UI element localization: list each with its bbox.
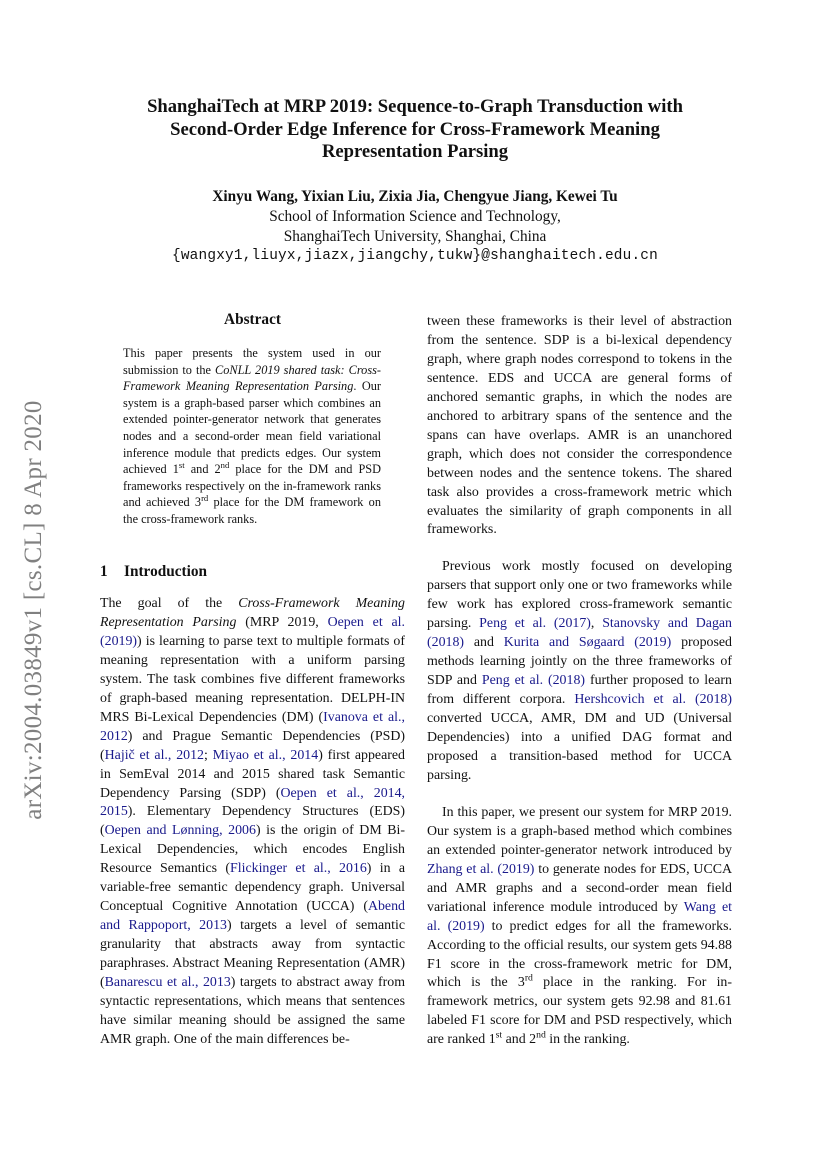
- arxiv-id: arXiv:2004.03849v1 [cs.CL] 8 Apr 2020: [20, 400, 47, 820]
- section-title: Introduction: [124, 563, 208, 580]
- text: proposed methods learning jointly on the three frameworks of SDP and: [427, 635, 732, 689]
- citation-link[interactable]: Stanovsky and Dagan (2018): [427, 616, 732, 651]
- abstract-heading: Abstract: [224, 311, 281, 328]
- citation-link[interactable]: Oepen et al. (2019): [100, 614, 405, 649]
- title-line-2: Second-Order Edge Inference for Cross-Framework Meaning: [170, 118, 660, 140]
- abstract-text: and 2: [184, 462, 221, 477]
- task-name: Cross-Framework Meaning Representation Parsing: [100, 596, 405, 630]
- text: ). Elementary Dependency Structures (EDS) (: [100, 804, 405, 839]
- paragraph-our-system: [427, 804, 732, 1050]
- abstract-body: [123, 345, 381, 528]
- text: converted UCCA, AMR, DM and UD (Universal Dependencies) into a unified DAG format and proposed a transition-based method for UCCA parsing.: [427, 711, 732, 783]
- section-heading-introduction: [100, 563, 207, 581]
- author-emails: {wangxy1,liuyx,jiazx,jiangchy,tukw}@shanghaitech.edu.cn: [172, 248, 658, 264]
- text: and: [464, 635, 504, 651]
- text: to predict edges for all the frameworks. According to the official results, our system gets 94.88 F1 score in the cross-framework metric for DM, which is the 3: [427, 918, 732, 991]
- citation-link[interactable]: Wang et al. (2019): [427, 899, 732, 934]
- ordinal-suffix: rd: [524, 972, 533, 984]
- text: ;: [203, 747, 213, 763]
- section-number: 1: [100, 563, 108, 580]
- author-list: Xinyu Wang, Yixian Liu, Zixia Jia, Chengyue Jiang, Kewei Tu: [212, 188, 618, 205]
- citation-link[interactable]: Flickinger et al., 2016: [230, 861, 367, 877]
- citation-link[interactable]: Peng et al. (2017): [479, 616, 591, 632]
- ordinal-suffix: nd: [220, 460, 230, 471]
- abstract-text: place for the DM and PSD frameworks respectively on the in-framework ranks and achieved 3: [123, 462, 382, 510]
- intro-paragraph: [100, 595, 405, 1050]
- text: in the ranking.: [545, 1032, 630, 1048]
- citation-link[interactable]: Oepen et al., 2014, 2015: [100, 785, 406, 820]
- paragraph-frameworks: tween these frameworks is their level of abstraction from the sentence. SDP is a bi-lexical dependency graph, where graph nodes correspond to tokens in the sentence. EDS and UCCA are general forms of anchored semantic graphs, in which the nodes are anchored to arbitrary spans of the sentence and the spans can have overlaps. AMR is an unanchored graph, which does not consider the correspondence between nodes and the sentence tokens. The shared task also provides a cross-framework metric which evaluates the similarity of graph components in all frameworks.: [427, 314, 732, 538]
- paragraph-previous-work: [427, 558, 732, 785]
- ordinal-suffix: nd: [536, 1029, 546, 1041]
- text: Previous work mostly focused on developing parsers that support only one or two frameworks while few work has explored cross-framework semantic parsing.: [427, 559, 732, 632]
- citation-link[interactable]: Oepen and Lønning, 2006: [104, 823, 256, 839]
- text: The goal of the: [100, 596, 239, 611]
- abstract-text: . Our system is a graph-based parser which combines an extended pointer-generator network that generates nodes and a second-order mean field variational inference module that predicts edges. Our system achieved 1: [123, 379, 381, 477]
- citation-link[interactable]: Miyao et al., 2014: [212, 747, 319, 763]
- citation-link[interactable]: Kurita and Søgaard (2019): [503, 635, 672, 651]
- shared-task-name: CoNLL 2019 shared task: Cross-Framework Meaning Representation Parsing: [123, 362, 381, 394]
- text: ) first appeared in SemEval 2014 and 2015 shared task Semantic Dependency Parsing (SDP) (: [100, 747, 405, 801]
- text: (MRP 2019,: [236, 614, 328, 630]
- text: place in the ranking. For in-framework metrics, our system gets 92.98 and 81.61 labeled F1 score for DM and PSD respectively, which are ranked 1: [427, 975, 732, 1048]
- citation-link[interactable]: Hajič et al., 2012: [104, 747, 204, 763]
- text: ) in a variable-free semantic dependency graph. Universal Conceptual Cognitive Annotation (UCCA) (: [100, 861, 405, 915]
- citation-link[interactable]: Ivanova et al., 2012: [100, 709, 405, 744]
- title-line-1: ShanghaiTech at MRP 2019: Sequence-to-Graph Transduction with: [147, 96, 683, 117]
- text: ) targets to abstract away from syntactic representations, which means that sentences have similar meaning should be assigned the same AMR graph. One of the main differences be-: [100, 975, 405, 1047]
- text: further proposed to learn from different corpora.: [427, 673, 733, 708]
- ordinal-suffix: st: [178, 460, 185, 471]
- right-column: [427, 313, 732, 1050]
- citation-link[interactable]: Abend and Rappoport, 2013: [100, 899, 405, 934]
- text: to generate nodes for EDS, UCCA and AMR graphs and a second-order mean field variational inference module introduced by: [427, 861, 732, 915]
- citation-link[interactable]: Peng et al. (2018): [481, 673, 586, 689]
- text: ) and Prague Semantic Dependencies (PSD) (: [100, 728, 405, 763]
- citation-link[interactable]: Hershcovich et al. (2018): [574, 692, 732, 708]
- affiliation-line-2: ShanghaiTech University, Shanghai, China: [283, 228, 547, 245]
- abstract-text: place for the DM framework on the cross-framework ranks.: [123, 495, 381, 526]
- citation-link[interactable]: Banarescu et al., 2013: [104, 975, 231, 991]
- text: ) is the origin of DM Bi-Lexical Dependencies, which encodes English Resource Semantics (: [100, 823, 405, 877]
- text: In this paper, we present our system for MRP 2019. Our system is a graph-based method which combines an extended pointer-generator network introduced by: [427, 804, 732, 858]
- abstract-text: This paper presents the system used in our submission to the: [123, 346, 381, 377]
- arxiv-stamp: [13, 370, 55, 850]
- text: and 2: [502, 1032, 537, 1048]
- citation-link[interactable]: Zhang et al. (2019): [427, 861, 535, 877]
- text: ) targets a level of semantic granularity that abstracts away from syntactic paraphrases. Abstract Meaning Representation (AMR) (: [100, 918, 405, 991]
- paper-title: [100, 96, 730, 164]
- introduction-body: [100, 595, 405, 1050]
- text: ,: [590, 616, 603, 632]
- title-line-3: Representation Parsing: [321, 141, 509, 162]
- text: ) is learning to parse text to multiple formats of meaning representation with a uniform parsing system. The task combines five different frameworks of graph-based meaning representation. DELPH-IN MRS Bi-Lexical Dependencies (DM) (: [100, 633, 405, 725]
- ordinal-suffix: st: [495, 1029, 503, 1041]
- ordinal-suffix: rd: [201, 493, 209, 504]
- affiliation-line-1: School of Information Science and Technology,: [269, 208, 561, 225]
